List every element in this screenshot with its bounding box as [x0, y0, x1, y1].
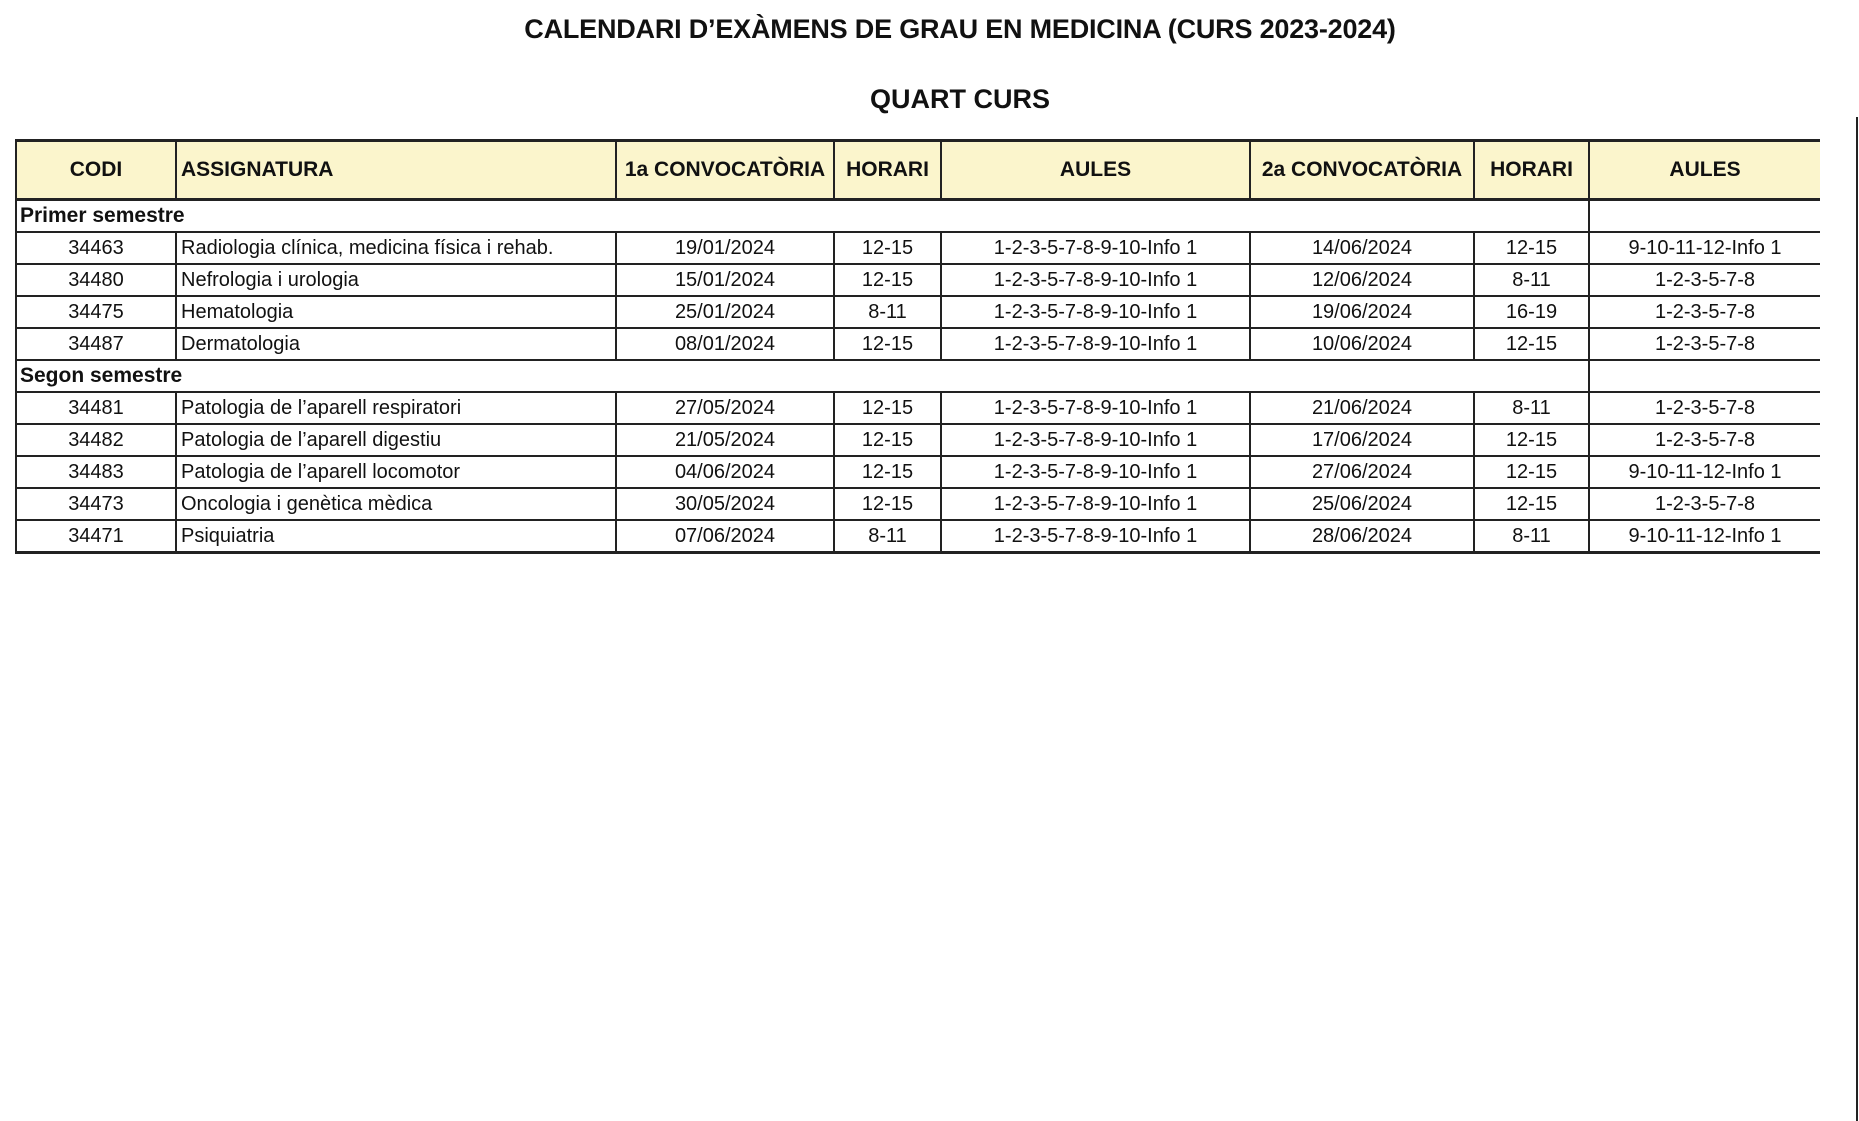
table-row	[16, 520, 1820, 553]
cell-assignatura: Patologia de l’aparell respiratori	[176, 392, 616, 424]
cell-aules-2: 1-2-3-5-7-8	[1589, 392, 1820, 424]
cell-horari-1: 12-15	[834, 488, 941, 520]
cell-aules-1: 1-2-3-5-7-8-9-10-Info 1	[941, 488, 1250, 520]
cell-horari-2: 12-15	[1474, 232, 1589, 264]
cell-horari-1: 12-15	[834, 392, 941, 424]
exam-calendar-table	[15, 139, 1820, 554]
cell-2a-convocatoria: 28/06/2024	[1250, 520, 1474, 553]
section-label: Primer semestre	[16, 200, 1589, 233]
cell-aules-1: 1-2-3-5-7-8-9-10-Info 1	[941, 264, 1250, 296]
cell-assignatura: Oncologia i genètica mèdica	[176, 488, 616, 520]
cell-horari-1: 12-15	[834, 328, 941, 360]
table-row	[16, 296, 1820, 328]
cell-assignatura: Patologia de l’aparell digestiu	[176, 424, 616, 456]
cell-aules-1: 1-2-3-5-7-8-9-10-Info 1	[941, 296, 1250, 328]
cell-codi: 34481	[16, 392, 176, 424]
cell-1a-convocatoria: 21/05/2024	[616, 424, 834, 456]
cell-horari-2: 12-15	[1474, 424, 1589, 456]
cell-aules-1: 1-2-3-5-7-8-9-10-Info 1	[941, 392, 1250, 424]
header-horari-1: HORARI	[834, 141, 941, 200]
cell-codi: 34473	[16, 488, 176, 520]
cell-horari-1: 8-11	[834, 520, 941, 553]
table-row	[16, 392, 1820, 424]
cell-2a-convocatoria: 14/06/2024	[1250, 232, 1474, 264]
cell-horari-2: 16-19	[1474, 296, 1589, 328]
table-row	[16, 424, 1820, 456]
page-title: CALENDARI D’EXÀMENS DE GRAU EN MEDICINA (CURS 2023-2024)	[524, 14, 1396, 44]
cell-2a-convocatoria: 17/06/2024	[1250, 424, 1474, 456]
cell-codi: 34480	[16, 264, 176, 296]
cell-codi: 34475	[16, 296, 176, 328]
cell-horari-1: 12-15	[834, 264, 941, 296]
cell-horari-2: 12-15	[1474, 456, 1589, 488]
cell-aules-1: 1-2-3-5-7-8-9-10-Info 1	[941, 456, 1250, 488]
cell-horari-2: 8-11	[1474, 520, 1589, 553]
cell-aules-2: 1-2-3-5-7-8	[1589, 424, 1820, 456]
cell-2a-convocatoria: 12/06/2024	[1250, 264, 1474, 296]
cell-aules-2: 9-10-11-12-Info 1	[1589, 520, 1820, 553]
cell-horari-2: 8-11	[1474, 264, 1589, 296]
header-assignatura: ASSIGNATURA	[176, 141, 616, 200]
cell-horari-1: 12-15	[834, 456, 941, 488]
cell-horari-1: 12-15	[834, 424, 941, 456]
cell-1a-convocatoria: 19/01/2024	[616, 232, 834, 264]
cell-assignatura: Nefrologia i urologia	[176, 264, 616, 296]
cell-codi: 34482	[16, 424, 176, 456]
table-row	[16, 488, 1820, 520]
cell-aules-2: 1-2-3-5-7-8	[1589, 264, 1820, 296]
cell-assignatura: Hematologia	[176, 296, 616, 328]
cell-1a-convocatoria: 27/05/2024	[616, 392, 834, 424]
cell-horari-2: 12-15	[1474, 328, 1589, 360]
header-aules-1: AULES	[941, 141, 1250, 200]
cell-horari-2: 8-11	[1474, 392, 1589, 424]
cell-aules-1: 1-2-3-5-7-8-9-10-Info 1	[941, 328, 1250, 360]
cell-2a-convocatoria: 10/06/2024	[1250, 328, 1474, 360]
table-row	[16, 456, 1820, 488]
page-edge-rule	[1856, 117, 1858, 1121]
cell-codi: 34463	[16, 232, 176, 264]
cell-2a-convocatoria: 21/06/2024	[1250, 392, 1474, 424]
cell-aules-1: 1-2-3-5-7-8-9-10-Info 1	[941, 232, 1250, 264]
page-subtitle: QUART CURS	[870, 84, 1050, 114]
table-row	[16, 264, 1820, 296]
cell-aules-1: 1-2-3-5-7-8-9-10-Info 1	[941, 424, 1250, 456]
table-row	[16, 232, 1820, 264]
cell-codi: 34471	[16, 520, 176, 553]
section-empty-cell	[1589, 200, 1820, 233]
section-label: Segon semestre	[16, 360, 1589, 392]
cell-aules-2: 9-10-11-12-Info 1	[1589, 232, 1820, 264]
cell-horari-1: 12-15	[834, 232, 941, 264]
cell-horari-1: 8-11	[834, 296, 941, 328]
cell-1a-convocatoria: 04/06/2024	[616, 456, 834, 488]
table-header-row	[16, 141, 1820, 200]
cell-codi: 34483	[16, 456, 176, 488]
header-aules-2: AULES	[1589, 141, 1820, 200]
cell-aules-2: 9-10-11-12-Info 1	[1589, 456, 1820, 488]
cell-assignatura: Dermatologia	[176, 328, 616, 360]
cell-assignatura: Patologia de l’aparell locomotor	[176, 456, 616, 488]
cell-aules-2: 1-2-3-5-7-8	[1589, 488, 1820, 520]
cell-codi: 34487	[16, 328, 176, 360]
cell-aules-2: 1-2-3-5-7-8	[1589, 296, 1820, 328]
cell-2a-convocatoria: 27/06/2024	[1250, 456, 1474, 488]
header-codi: CODI	[16, 141, 176, 200]
cell-1a-convocatoria: 25/01/2024	[616, 296, 834, 328]
table-row	[16, 328, 1820, 360]
header-1a-convocatoria: 1a CONVOCATÒRIA	[616, 141, 834, 200]
section-row	[16, 360, 1820, 392]
cell-aules-1: 1-2-3-5-7-8-9-10-Info 1	[941, 520, 1250, 553]
section-row	[16, 200, 1820, 233]
cell-1a-convocatoria: 30/05/2024	[616, 488, 834, 520]
cell-horari-2: 12-15	[1474, 488, 1589, 520]
cell-1a-convocatoria: 08/01/2024	[616, 328, 834, 360]
cell-aules-2: 1-2-3-5-7-8	[1589, 328, 1820, 360]
cell-assignatura: Radiologia clínica, medicina física i rehab.	[176, 232, 616, 264]
cell-1a-convocatoria: 15/01/2024	[616, 264, 834, 296]
header-horari-2: HORARI	[1474, 141, 1589, 200]
cell-2a-convocatoria: 19/06/2024	[1250, 296, 1474, 328]
cell-2a-convocatoria: 25/06/2024	[1250, 488, 1474, 520]
section-empty-cell	[1589, 360, 1820, 392]
cell-1a-convocatoria: 07/06/2024	[616, 520, 834, 553]
cell-assignatura: Psiquiatria	[176, 520, 616, 553]
header-2a-convocatoria: 2a CONVOCATÒRIA	[1250, 141, 1474, 200]
